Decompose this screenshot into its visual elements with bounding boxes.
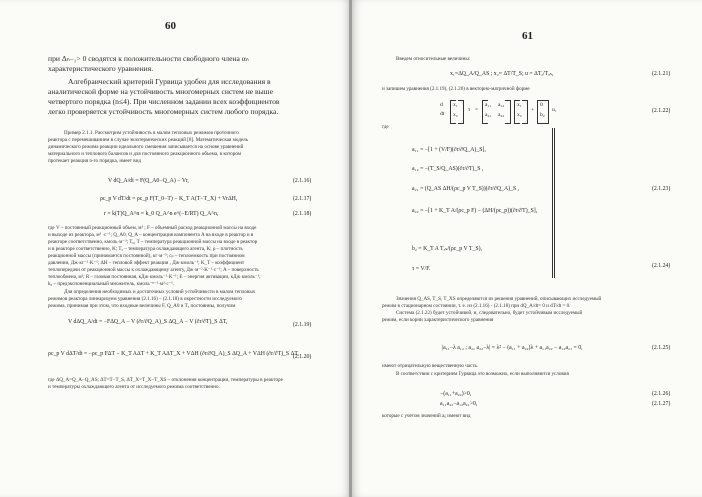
equation-2-1-18: r = k(T)Q_A^n = k_0 Q_A^n e^(−E/RT) Q_A^n,	[104, 211, 219, 217]
text-line: Система (2.1.22) будет устойчивой, и, следовательно, будет устойчивым исследуемый	[396, 310, 583, 316]
text-line: режима, принимая при этом, что входные величины F, Q_A0 и Tₓ постоянны, получим	[48, 303, 236, 309]
equation-2-1-26: −(a₁₁+a₂₂)>0,	[440, 391, 472, 397]
equation-number: (2.1.27)	[652, 401, 671, 407]
equation-2-1-19: V dΔQ_A/dt = −FΔQ_A − V (∂r/∂Q_A)_S ΔQ_A − V (∂r/∂T)_S ΔT,	[68, 319, 228, 325]
equation-2-1-17: ρc_p V dT/dt = ρc_p F(T_0−T) − K_T A(T−T_X) + VrΔH,	[100, 196, 238, 202]
text-line: реакторе соответственно, кмоль·м⁻³; T₀, T – температура реакционной массы на входе в реактор	[48, 239, 258, 245]
text-line: теплообмена, м²; R – газовая постоянная, кДж·кмоль⁻¹·K⁻¹; E – энергия активации, кДж·кмоль⁻¹;	[48, 274, 261, 280]
coefficient-a12: a₁₂ = −(T_S/Q_AS)(∂r/∂T)_S ,	[412, 166, 484, 172]
equation-number: (2.1.19)	[293, 322, 312, 328]
text-line: реакционной массы (принимается постоянной), кг·м⁻³; cₚ – теплоемкость при постоянном	[48, 253, 245, 259]
text-line: и выходе из реактора, м³ ·с⁻¹; Q_A0, Q_A – концентрация компонента A на входе в реактор и в	[48, 232, 254, 238]
page-number: 60	[165, 20, 176, 32]
text-line: при Δₙ₋₁> 0 сводятся к положительности свободного члена αₙ	[48, 54, 249, 63]
equation-2-1-21: x₁=ΔQ_A/Q_AS ; x₂= ΔT/T_S; u = ΔTₓ/Tₓₛ,	[450, 71, 554, 77]
text-line: аналитической форме на устойчивость многомерных систем не выше	[48, 87, 273, 96]
text-line: Для определения необходимых и достаточных условий устойчивости в малом тепловых	[64, 289, 256, 295]
page-right	[352, 0, 702, 497]
equation-number: (2.1.26)	[652, 391, 671, 397]
equation-2-1-16: V dQ_A/dt = F(Q_A0−Q_A) − Vr,	[108, 178, 189, 184]
text-line: Алгебраический критерий Гурвица удобен для исследования в	[68, 77, 271, 86]
text-line: динамического режима реакции идеального смешения записывается на основе уравнений	[48, 144, 244, 150]
brace-line	[554, 128, 555, 278]
text-line: легко проверяется устойчивость многомерных систем любого порядка.	[48, 107, 279, 116]
text-line: В соответствии с критерием Гурвица это возможно, если выполняются условия	[396, 371, 569, 377]
text-line: где ΔQ_A=Q_A−Q_AS; ΔT=T−T_S, ΔT_X=T_X−T_XS – отклонения концентрации, температуры в реакторе	[48, 377, 283, 383]
text-line: где	[382, 124, 389, 130]
equation-2-1-20: ρc_p V dΔT/dt = −ρc_p FΔT − K_T AΔT + K_T AΔT_X + VΔH (∂r/∂Q_A)_S ΔQ_A + VΔH (∂r/∂T)_S ΔT,	[48, 351, 299, 357]
coefficient-a11: a₁₁ = −[1 + (V/F)(∂r/∂Q_A)_S],	[412, 147, 486, 153]
equation-number: (2.1.24)	[652, 263, 671, 269]
text-line: протекает реакция n-го порядка, имеет вид	[48, 158, 142, 164]
text-line: которые с учетом значений aᵢⱼ имеют вид	[382, 413, 471, 419]
text-line: и температуры охлаждающего агента от исследуемого режима соответственно.	[48, 384, 220, 390]
text-line: режим в стационарном состоянии, т. е. из (2.1.16) - (2.1.18) при dQ_A/dt= 0 и dT/dt = 0.	[382, 303, 571, 309]
equation-number: (2.1.23)	[652, 186, 671, 192]
equation-number: (2.1.18)	[293, 211, 312, 217]
coefficient-tau: τ = V/F.	[412, 266, 431, 272]
text-line: материального и теплового балансов и для постоянного реакционного объема, в котором	[48, 151, 241, 157]
text-line: давлении, Дж·кг⁻¹·K⁻¹; ΔH – тепловой эффект реакции , Дж·кмоль⁻¹; K_T – коэффициент	[48, 260, 245, 266]
equation-number: (2.1.20)	[293, 354, 312, 360]
equation-2-1-25: |a₁₁−λ a₁₂ ; a₂₁ a₂₂−λ| = λ² − (a₁₁ + a₂₂)λ + a₁₁a₂₂ − a₁₂a₂₁ = 0,	[442, 345, 583, 351]
equation-2-1-27: a₁₁a₂₂−a₁₂a₂₁>0,	[440, 401, 478, 407]
equation-2-1-22: d dt x₁ x₂ τ = a₁₁ a₁₂ a₂₁ a₂₂ x₁ x₂ + 0 b₂ u,	[440, 99, 560, 125]
coefficient-a21: a₂₁ = (Q_AS ΔH/(ρc_p V T_S))(∂r/∂Q_A)_S ,	[412, 186, 520, 192]
text-line: характеристического уравнения.	[48, 64, 154, 73]
text-line: k₀ – предэкспоненциальный множитель, кмоль⁻ⁿ⁻¹·м³·с⁻¹.	[48, 281, 175, 287]
coefficient-a22: a₂₂ = −[1 + K_T A/(ρc_p F) − (ΔH/(ρc_p))(∂r/∂T)_S],	[412, 208, 538, 214]
text-line: четвертого порядка (n≤4). При численном задании всех коэффициентов	[48, 97, 280, 106]
example-heading: Пример 2.1.1. Рассмотрим устойчивость в малом тепловых режимов проточного	[64, 130, 239, 136]
equation-number: (2.1.16)	[293, 178, 312, 184]
text-line: где V – постоянный реакционный объем, м³ ; F – объемный расход реакционной массы на входе	[48, 225, 257, 231]
text-line: теплопередачи от реакционной массы к охлаждающему агенту, Дж·м⁻²·K⁻¹·с⁻¹; A – поверхность	[48, 267, 259, 273]
equation-number: (2.1.21)	[652, 71, 671, 77]
text-line: и запишем уравнения (2.1.19), (2.1.20) в векторно-матричной форме	[382, 86, 530, 92]
equation-number: (2.1.25)	[652, 345, 671, 351]
text-line: и в реакторе соответственно, K; Tₓ – температура охлаждающего агента, K; ρ – плотность	[48, 246, 243, 252]
page-number: 61	[522, 30, 533, 42]
text-line: имеют отрицательную вещественную часть.	[382, 363, 479, 369]
text-line: реактора с перемешиванием в случае экзотермических реакций [8]. Математическая модель	[48, 137, 248, 143]
equation-number: (2.1.22)	[652, 108, 671, 114]
page-left	[0, 0, 350, 497]
text-line: режимов реактора линеаризуем уравнения (2.1.16) – (2.1.18) в окрестности исследуемого	[48, 296, 242, 302]
text-line: Значения Q_AS, T_S, T_XS определяются из решения уравнений, описывающих исследуемый	[396, 296, 602, 302]
brace-line	[552, 128, 553, 278]
equation-number: (2.1.17)	[293, 196, 312, 202]
text-line: режим, если корни характеристического уравнения	[382, 317, 494, 323]
coefficient-b2: b₂ = K_T A Tₓₛ/(ρc_p V T_S),	[412, 246, 482, 252]
text-line: Введем относительные величины:	[396, 56, 471, 62]
